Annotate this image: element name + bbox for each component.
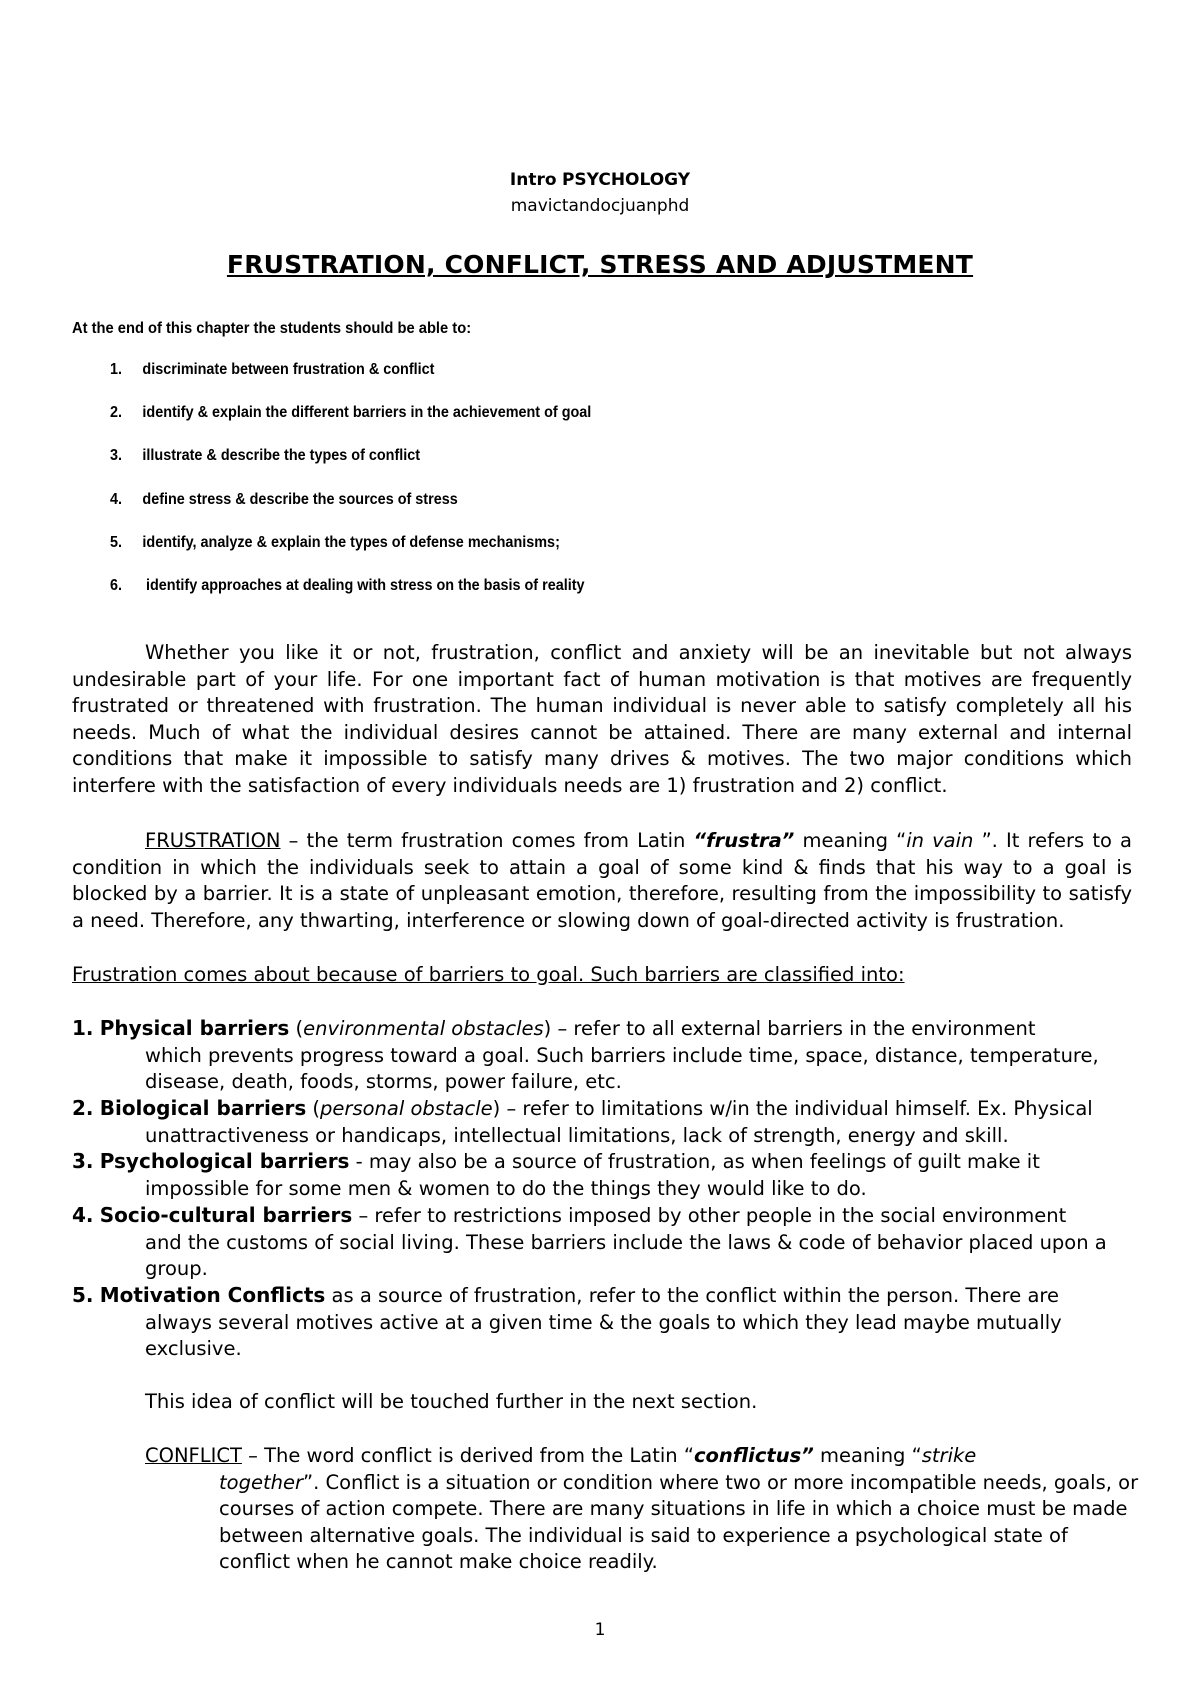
- frustration-term: FRUSTRATION: [145, 829, 281, 852]
- barriers-intro: Frustration comes about because of barriers to goal. Such barriers are classified into:: [72, 963, 905, 986]
- author: mavictandocjuanphd: [510, 196, 690, 216]
- barrier-item: 2. Biological barriers (personal obstacle) – refer to limitations w/in the individual himself. Ex. Physical unattractiveness or handicaps, intellectual limitations, lack of strength, energy and skill.: [72, 1096, 1093, 1147]
- objective-item: 4. define stress & describe the sources of stress: [110, 491, 458, 508]
- objectives-intro: At the end of this chapter the students should be able to:: [72, 320, 472, 337]
- barrier-item: 1. Physical barriers (environmental obstacles) – refer to all external barriers in the environment which prevents progress toward a goal. Such barriers include time, space, distance, temperature, disease, death, foods, storms, power failure, etc.: [72, 1016, 1099, 1093]
- objective-item: 1. discriminate between frustration & conflict: [110, 361, 435, 378]
- barrier-item: 3. Psychological barriers - may also be a source of frustration, as when feelings of guilt make it impossible for some men & women to do the things they would like to do.: [72, 1149, 1040, 1200]
- page-title: FRUSTRATION, CONFLICT, STRESS AND ADJUSTMENT: [226, 250, 974, 279]
- next-section-note: This idea of conflict will be touched further in the next section.: [145, 1390, 758, 1413]
- barrier-item: 4. Socio-cultural barriers – refer to restrictions imposed by other people in the social environment and the customs of social living. These barriers include the laws & code of behavior placed upon a group.: [72, 1203, 1107, 1280]
- intro-paragraph: Whether you like it or not, frustration, conflict and anxiety will be an inevitable but not always undesirable part of your life. For one important fact of human motivation is that motives are frequently frustrated or threatened with frustration. The human individual is never able to satisfy completely all his needs. Much of what the individual desires cannot be attained. There are many external and internal conditions that make it impossible to satisfy many drives & motives. The two major conditions which interfere with the satisfaction of every individuals needs are 1) frustration and 2) conflict.: [72, 641, 1132, 797]
- objective-item: 6. identify approaches at dealing with stress on the basis of reality: [110, 577, 585, 594]
- objective-item: 3. illustrate & describe the types of conflict: [110, 447, 421, 464]
- objective-item: 2. identify & explain the different barriers in the achievement of goal: [110, 404, 592, 421]
- frustration-definition: FRUSTRATION – the term frustration comes from Latin “frustra” meaning “in vain ”. It refers to a condition in which the individuals seek to attain a goal of some kind & finds that his way to a goal is blocked by a barrier. It is a state of unpleasant emotion, therefore, resulting from the impossibility to satisfy a need. Therefore, any thwarting, interference or slowing down of goal-directed activity is frustration.: [72, 829, 1133, 932]
- page-number: 1: [594, 1620, 606, 1640]
- objective-item: 5. identify, analyze & explain the types of defense mechanisms;: [110, 534, 560, 551]
- barrier-item: 5. Motivation Conflicts as a source of frustration, refer to the conflict within the person. There are always several motives active at a given time & the goals to which they lead maybe mutually exclusive.: [72, 1283, 1062, 1360]
- conflict-term: CONFLICT: [145, 1444, 242, 1467]
- conflict-definition: CONFLICT – The word conflict is derived from the Latin “conflictus” meaning “strike together”. Conflict is a situation or condition where two or more incompatible needs, goals, or courses of action compete. There are many situations in life in which a choice must be made between alternative goals. The individual is said to experience a psychological state of conflict when he cannot make choice readily.: [145, 1444, 1139, 1573]
- course-name: Intro PSYCHOLOGY: [509, 170, 691, 190]
